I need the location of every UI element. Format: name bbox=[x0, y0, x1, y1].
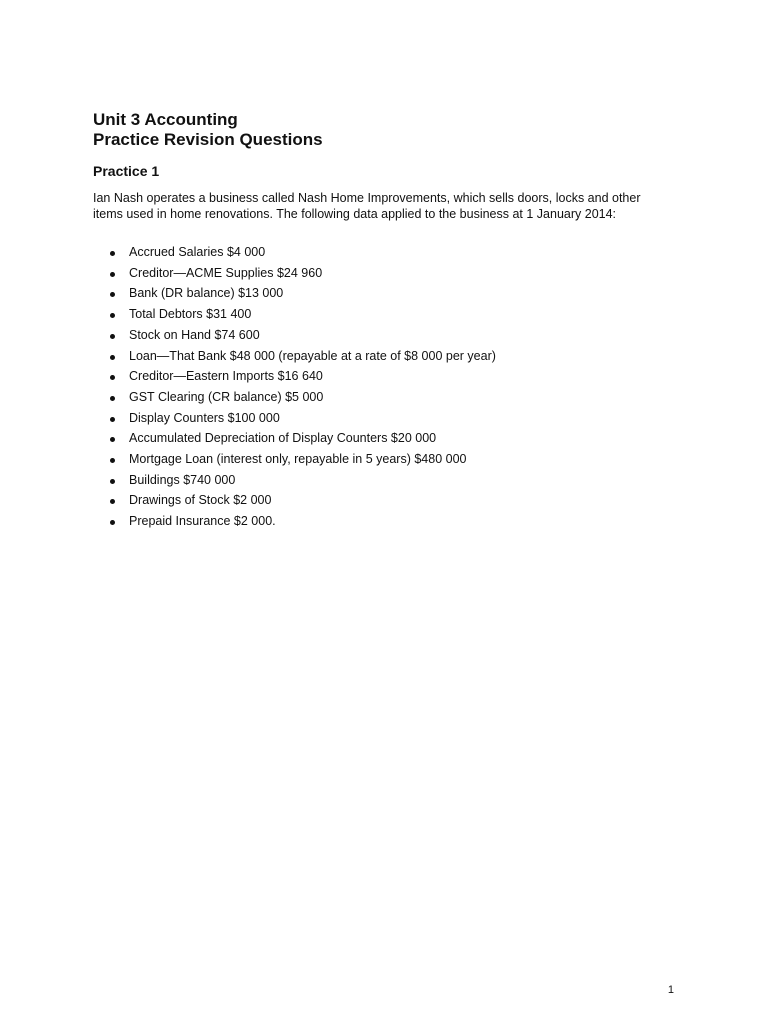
page-content bbox=[93, 110, 673, 532]
list-item bbox=[93, 346, 673, 367]
bullet-icon bbox=[110, 313, 115, 318]
list-item bbox=[93, 242, 673, 263]
list-item bbox=[93, 470, 673, 491]
list-item bbox=[93, 387, 673, 408]
list-item-text: Mortgage Loan (interest only, repayable in 5 years) $480 000 bbox=[129, 452, 467, 467]
list-item-text: Buildings $740 000 bbox=[129, 472, 236, 487]
list-item-text: Stock on Hand $74 600 bbox=[129, 327, 260, 342]
list-item bbox=[93, 366, 673, 387]
list-item-text: GST Clearing (CR balance) $5 000 bbox=[129, 389, 324, 404]
list-item bbox=[93, 304, 673, 325]
list-item bbox=[93, 263, 673, 284]
list-item-text: Drawings of Stock $2 000 bbox=[129, 493, 272, 508]
bullet-icon bbox=[110, 437, 115, 442]
list-item bbox=[93, 325, 673, 346]
page-number: 1 bbox=[667, 984, 674, 996]
bullet-icon bbox=[110, 520, 115, 525]
list-item-text: Creditor—Eastern Imports $16 640 bbox=[129, 369, 323, 384]
bullet-icon bbox=[110, 396, 115, 401]
intro-paragraph: Ian Nash operates a business called Nash Home Improvements, which sells doors, locks and other items used in home renovations. The following data applied to the business at 1 January 2014: bbox=[93, 191, 641, 221]
list-item bbox=[93, 490, 673, 511]
bullet-icon bbox=[110, 499, 115, 504]
bullet-icon bbox=[110, 375, 115, 380]
bullet-icon bbox=[110, 334, 115, 339]
document-title: Unit 3 Accounting bbox=[93, 110, 238, 129]
bullet-icon bbox=[110, 272, 115, 277]
list-item bbox=[93, 511, 673, 532]
bullet-icon bbox=[110, 355, 115, 360]
bullet-icon bbox=[110, 292, 115, 297]
list-item-text: Total Debtors $31 400 bbox=[129, 307, 252, 322]
document-subtitle: Practice Revision Questions bbox=[93, 130, 323, 149]
bullet-icon bbox=[110, 458, 115, 463]
list-item-text: Accumulated Depreciation of Display Counters $20 000 bbox=[129, 431, 437, 446]
list-item bbox=[93, 408, 673, 429]
balance-item-list bbox=[93, 242, 673, 532]
list-item bbox=[93, 428, 673, 449]
list-item-text: Loan—That Bank $48 000 (repayable at a rate of $8 000 per year) bbox=[129, 348, 496, 363]
list-item-text: Bank (DR balance) $13 000 bbox=[129, 286, 284, 301]
bullet-icon bbox=[110, 251, 115, 256]
list-item-text: Accrued Salaries $4 000 bbox=[129, 245, 266, 259]
bullet-icon bbox=[110, 417, 115, 422]
list-item-text: Prepaid Insurance $2 000. bbox=[129, 514, 276, 529]
list-item-text: Display Counters $100 000 bbox=[129, 410, 280, 425]
bullet-icon bbox=[110, 479, 115, 484]
list-item bbox=[93, 449, 673, 470]
list-item bbox=[93, 283, 673, 304]
section-heading: Practice 1 bbox=[93, 163, 160, 179]
list-item-text: Creditor—ACME Supplies $24 960 bbox=[129, 265, 323, 280]
